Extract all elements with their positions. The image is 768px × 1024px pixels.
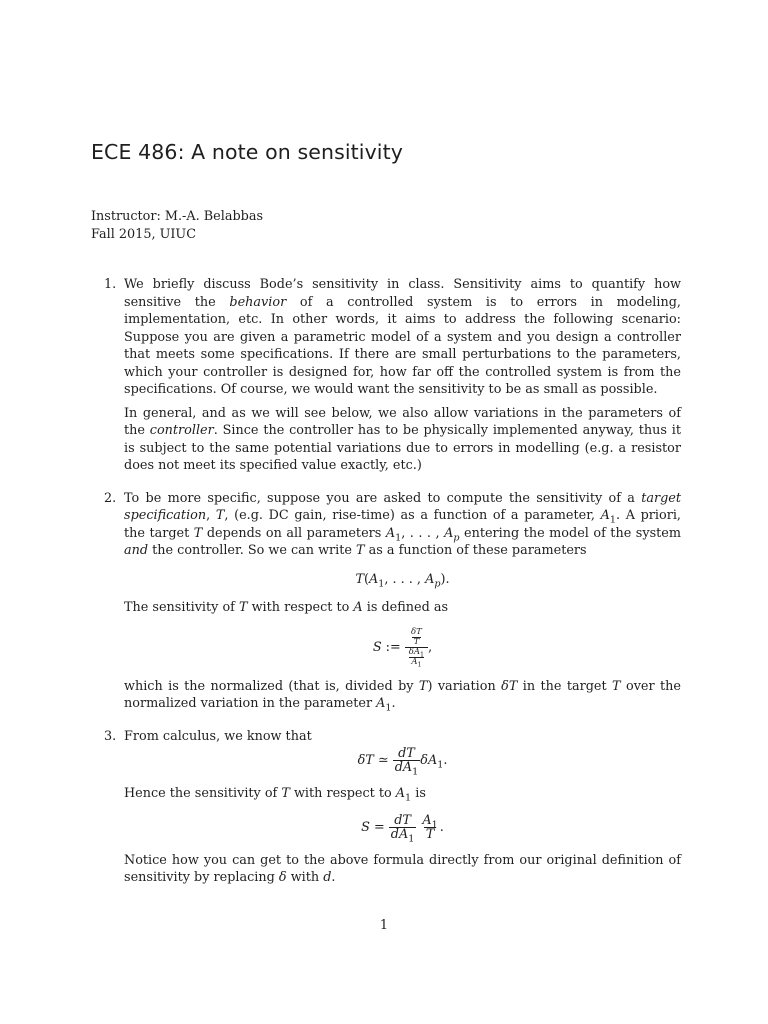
- equation-sensitivity-derivative: S = $\frac{dT}{dA_1}$ $\frac{A_1}{T}$ .: [361, 812, 444, 845]
- instructor-line: Instructor: M.-A. Belabbas: [91, 209, 264, 224]
- item-number: 1.: [104, 277, 117, 292]
- fraction: $\frac{dT}{dA_1}$: [390, 812, 415, 845]
- paragraph: Hence the sensitivity of T with respect to $A_1$ is: [124, 786, 426, 804]
- paragraph: We briefly discuss Bode’s sensitivity in class. Sensitivity aims to quantify how sensitive the behavior of a controlled system is to errors in modeling, implementation, etc. In other words, it aims to address the following scenario: Suppose you are given a parametric model of a system and you design a controller that meets some specifications. If there are small perturbations to the parameters, which your controller is designed for, how far off the controlled system is from the specifications. Of course, we would want the sensitivity to be as small as possible.: [124, 277, 681, 397]
- paragraph: In general, and as we will see below, we also allow variations in the parameters of the controller. Since the controller has to be physically implemented anyway, thus it is subject to the same potential variations due to errors in modelling (e.g. a resistor does not meet its specified value exactly, etc.): [124, 405, 681, 473]
- fraction: $\frac{dT}{dA_1}$: [394, 746, 419, 778]
- list-item-1: [91, 276, 681, 475]
- author-info: [91, 208, 263, 244]
- fraction: $\frac{\frac{\delta T}{T}}{\frac{\delta A_1}{A_1}}$: [405, 628, 428, 667]
- page-title: ECE 486: A note on sensitivity: [91, 140, 403, 164]
- term-line: Fall 2015, UIUC: [91, 227, 197, 242]
- note-body: [91, 276, 681, 887]
- list-item-3: [91, 728, 681, 887]
- item-number: 2.: [104, 490, 117, 506]
- fraction: $\frac{A_1}{T}$: [422, 812, 438, 842]
- numbered-list: [91, 276, 681, 887]
- paragraph: From calculus, we know that: [124, 728, 312, 744]
- paragraph: Notice how you can get to the above formula directly from our original definition of sensitivity by replacing δ with d.: [124, 852, 681, 885]
- item-number: 3.: [104, 728, 117, 744]
- paragraph: which is the normalized (that is, divided by T) variation δT in the target T over the normalized variation in the parameter $A_1$.: [124, 678, 681, 714]
- page-number: 1: [379, 918, 389, 933]
- equation-T-params: $T(A_1$, . . . , $A_p$).: [355, 571, 450, 590]
- paragraph: The sensitivity of T with respect to A is defined as: [124, 600, 449, 615]
- paragraph: To be more specific, suppose you are asked to compute the sensitivity of a target specification, T, (e.g. DC gain, rise-time) as a function of a parameter, $A_1$. A priori, the target T depends on all parameters $A_1$, . . . , $A_p$ entering the model of the system and the controller. So we can write T as a function of these parameters: [124, 490, 681, 558]
- list-item-2: [91, 490, 681, 713]
- equation-delta-T: δT ≃ $\frac{dT}{dA_1}$ $\delta A_1$.: [357, 746, 448, 778]
- equation-sensitivity-def: S := $\frac{\frac{\delta T}{T}}{\frac{\delta A_1}{A_1}}$ ,: [372, 626, 433, 669]
